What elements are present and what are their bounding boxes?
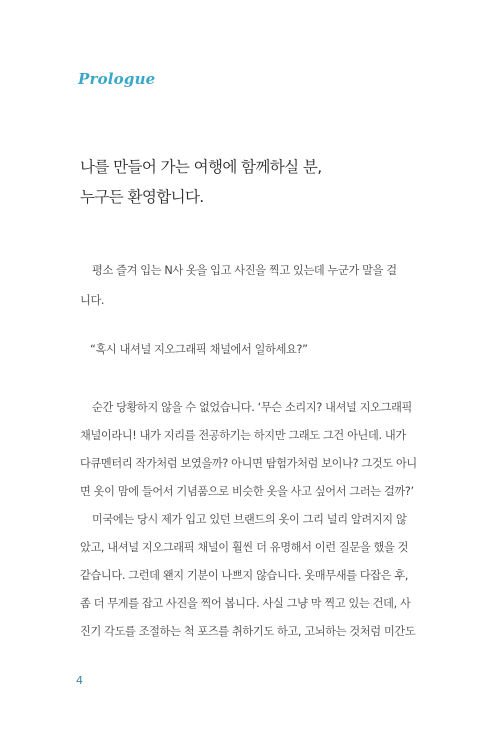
text-line: 채널이라니! 내가 지리를 전공하기는 하지만 그래도 그건 아닌데. 내가 bbox=[80, 429, 406, 442]
heading-line-1: 나를 만들어 가는 여행에 함께하실 분, bbox=[80, 152, 324, 182]
text-line: 순간 당황하지 않을 수 없었습니다. ‘무슨 소리지? 내셔널 지오그래픽 bbox=[92, 401, 412, 414]
quote bbox=[90, 336, 414, 364]
paragraph-2 bbox=[80, 394, 417, 646]
text-line: 면 옷이 맘에 들어서 기념품으로 비슷한 옷을 사고 싶어서 그러는 걸까?’ bbox=[80, 485, 414, 498]
chapter-heading bbox=[80, 152, 324, 212]
heading-line-2: 누구든 환영합니다. bbox=[80, 182, 206, 212]
section-label: Prologue bbox=[78, 70, 156, 88]
text-line: 다큐멘터리 작가처럼 보였을까? 아니면 탐험가처럼 보이나? 그것도 아니 bbox=[80, 457, 417, 470]
text-line: 미국에는 당시 제가 입고 있던 브랜드의 옷이 그리 널리 알려지지 않 bbox=[92, 513, 407, 526]
text-line: 았고, 내셔널 지오그래픽 채널이 훨씬 더 유명해서 이런 질문을 했을 것 bbox=[80, 541, 409, 554]
text-line: 같습니다. 그런데 왠지 기분이 나쁘지 않습니다. 옷매무새를 다잡은 후, bbox=[80, 569, 409, 582]
paragraph-1 bbox=[80, 256, 404, 316]
quote-text: “혹시 내셔널 지오그래픽 채널에서 일하세요?” bbox=[90, 343, 308, 356]
text-line: 평소 즐겨 입는 N사 옷을 입고 사진을 찍고 있는데 누군가 말을 걸 bbox=[92, 264, 397, 277]
text-line: 니다. bbox=[80, 294, 105, 307]
text-line: 좀 더 무게를 잡고 사진을 찍어 봅니다. 사실 그냥 막 찍고 있는 건데, 사 bbox=[80, 597, 411, 610]
page-number: 4 bbox=[76, 674, 83, 687]
text-line: 진기 각도를 조절하는 척 포즈를 취하기도 하고, 고뇌하는 것처럼 미간도 bbox=[80, 625, 416, 638]
